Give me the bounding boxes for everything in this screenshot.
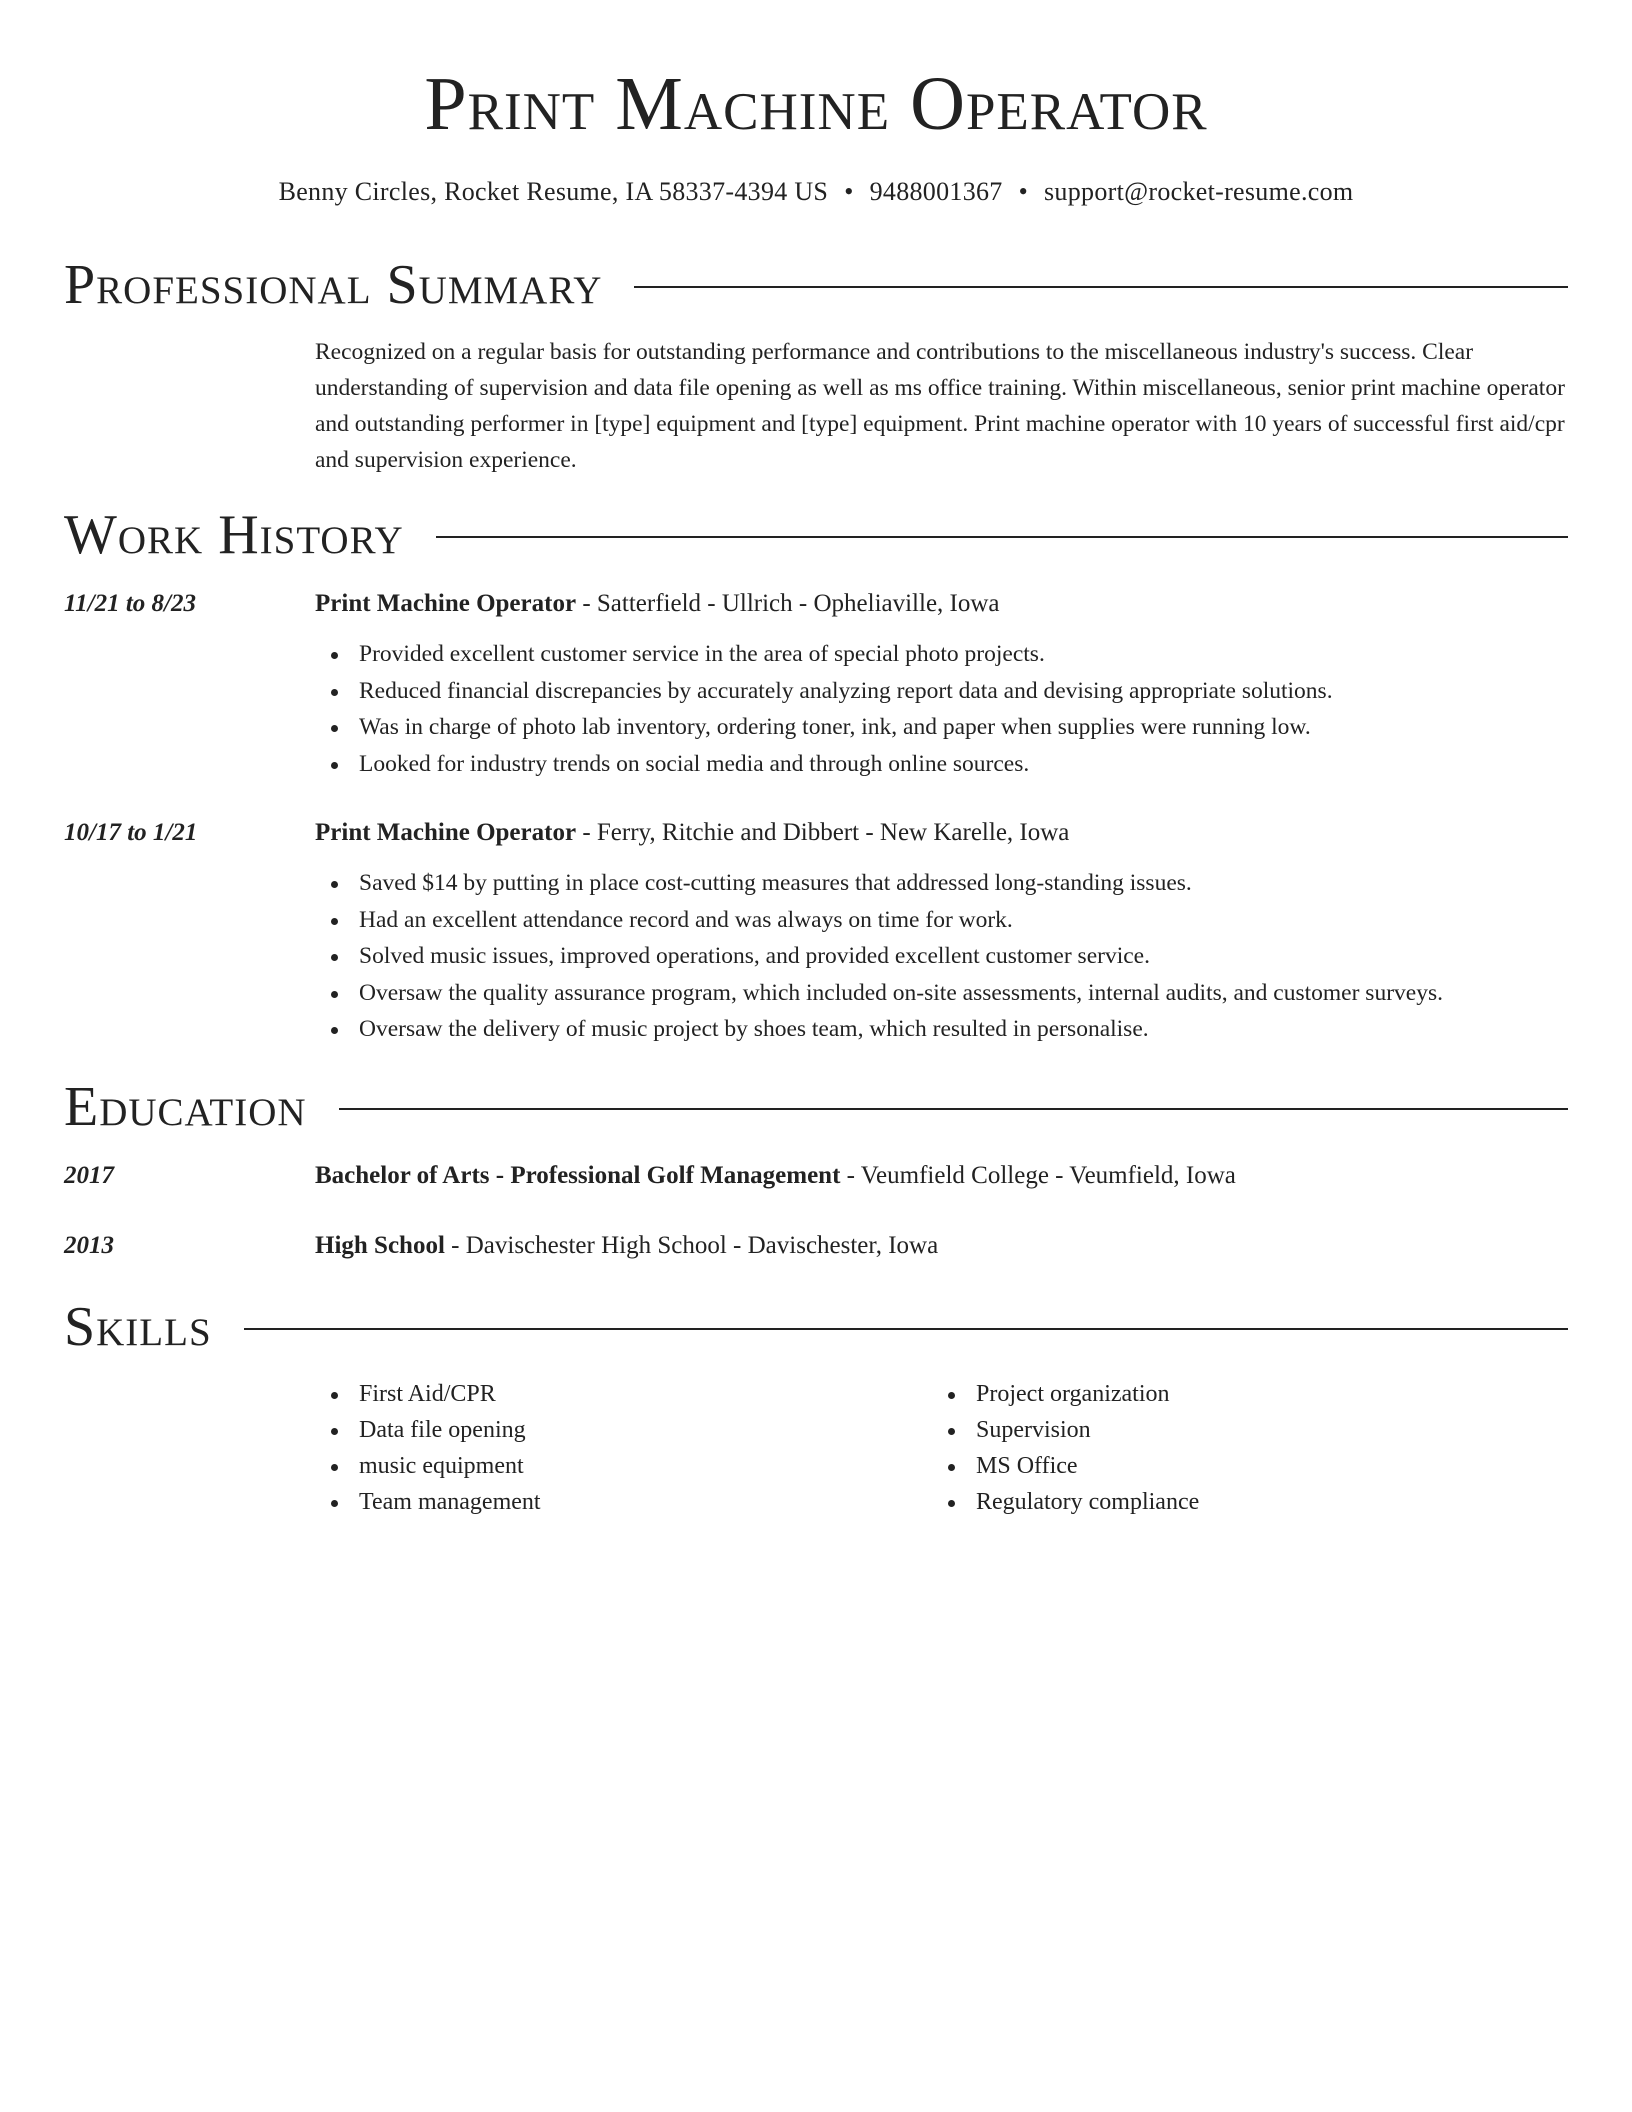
education-heading-line [315, 1158, 1568, 1194]
contact-line [64, 174, 1568, 210]
section-divider [634, 286, 1568, 288]
job-bullet: Provided excellent customer service in the area of special photo projects. [315, 636, 1568, 673]
education-section-header [64, 1072, 1568, 1142]
education-school-location: - Davischester High School - Davischester, Iowa [444, 1232, 939, 1259]
job-title: Print Machine Operator [315, 819, 577, 846]
section-divider [339, 1108, 1568, 1110]
skills-heading: Skills [64, 1296, 212, 1358]
contact-address: Benny Circles, Rocket Resume, IA 58337-4394 US [278, 177, 829, 206]
job-employer-location: - Satterfield - Ullrich - Opheliaville, Iowa [576, 590, 1000, 617]
education-year: 2013 [64, 1232, 114, 1259]
education-degree: Bachelor of Arts - Professional Golf Management [315, 1162, 841, 1189]
section-divider [244, 1328, 1568, 1330]
skills-section-header [64, 1292, 1568, 1362]
work-history-heading: Work History [64, 504, 404, 566]
skill-item: MS Office [932, 1448, 1532, 1484]
job-bullet: Oversaw the quality assurance program, which included on-site assessments, internal audits, and customer surveys. [315, 975, 1568, 1012]
job-bullet: Was in charge of photo lab inventory, ordering toner, ink, and paper when supplies were running low. [315, 709, 1568, 746]
summary-section-header [64, 250, 1568, 320]
contact-phone: 9488001367 [869, 177, 1003, 206]
summary-text: Recognized on a regular basis for outstanding performance and contributions to the miscellaneous industry's success. Clear understanding of supervision and data file opening as well as ms office training. Within miscellaneous, senior print machine operator and outstanding performer in [type] equipment and [type] equipment. Print machine operator with 10 years of successful first aid/cpr and supervision experience. [315, 339, 1565, 473]
summary-heading: Professional Summary [64, 254, 603, 316]
skills-column-left [315, 1376, 915, 1520]
education-heading: Education [64, 1076, 307, 1138]
job-bullet: Looked for industry trends on social media and through online sources. [315, 746, 1568, 783]
skill-item: music equipment [315, 1448, 915, 1484]
contact-separator: • [844, 177, 854, 206]
education-heading-line [315, 1228, 1568, 1264]
skills-list [315, 1376, 915, 1520]
section-divider [436, 536, 1568, 538]
job-dates: 11/21 to 8/23 [64, 590, 196, 617]
job-bullet-list [315, 865, 1568, 1048]
skill-item: Team management [315, 1484, 915, 1520]
skill-item: Supervision [932, 1412, 1532, 1448]
skill-item: First Aid/CPR [315, 1376, 915, 1412]
job-bullet-list [315, 636, 1568, 782]
job-heading [315, 586, 1568, 622]
job-title: Print Machine Operator [315, 590, 577, 617]
skills-column-right [932, 1376, 1532, 1520]
skills-list [932, 1376, 1532, 1520]
job-heading [315, 815, 1568, 851]
skill-item: Project organization [932, 1376, 1532, 1412]
skill-item: Regulatory compliance [932, 1484, 1532, 1520]
job-dates: 10/17 to 1/21 [64, 819, 198, 846]
resume-title: Print Machine Operator [424, 62, 1208, 146]
job-bullet: Oversaw the delivery of music project by shoes team, which resulted in personalise. [315, 1011, 1568, 1048]
contact-email: support@rocket-resume.com [1044, 177, 1354, 206]
job-bullet: Saved $14 by putting in place cost-cutting measures that addressed long-standing issues. [315, 865, 1568, 902]
job-bullet: Solved music issues, improved operations, and provided excellent customer service. [315, 938, 1568, 975]
job-bullet: Reduced financial discrepancies by accurately analyzing report data and devising appropriate solutions. [315, 673, 1568, 710]
skill-item: Data file opening [315, 1412, 915, 1448]
job-bullet: Had an excellent attendance record and was always on time for work. [315, 902, 1568, 939]
education-degree: High School [315, 1232, 445, 1259]
contact-separator: • [1018, 177, 1029, 206]
work-history-section-header [64, 500, 1568, 570]
job-employer-location: - Ferry, Ritchie and Dibbert - New Karelle, Iowa [576, 819, 1070, 846]
education-school-location: - Veumfield College - Veumfield, Iowa [840, 1162, 1236, 1189]
education-year: 2017 [64, 1162, 114, 1189]
